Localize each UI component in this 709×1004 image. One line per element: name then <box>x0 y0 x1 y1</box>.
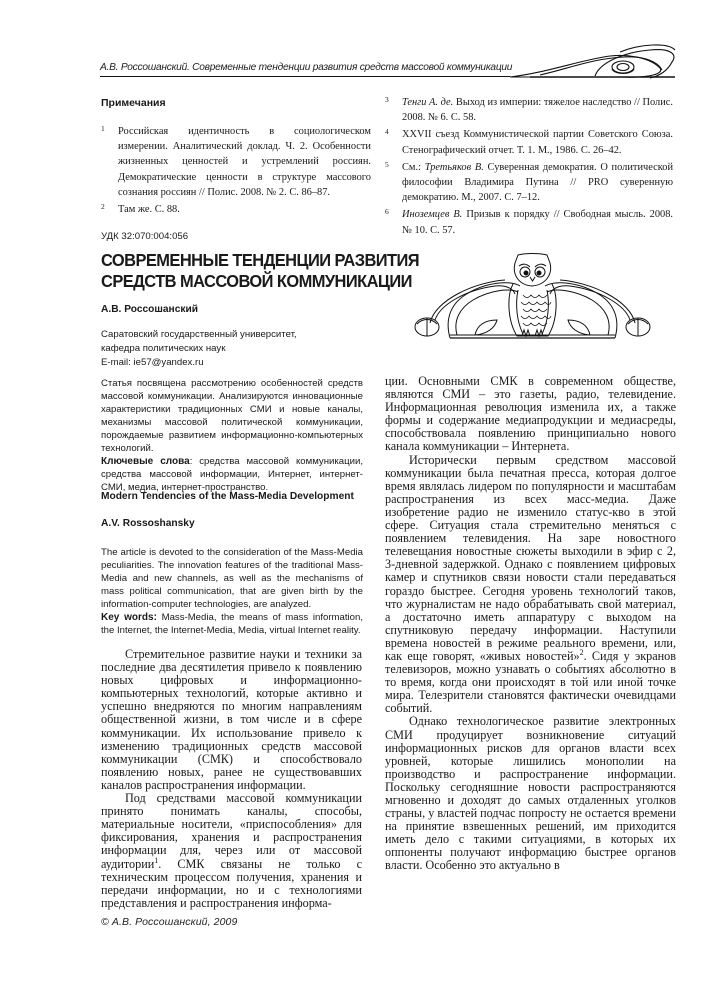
body-paragraph: Стремительное развитие науки и техники за последние два десятилетия привело к появлению новых цифровых и информационно-компьютерных технологий, которые активно и успешно внедряются по многим направлениям общественной жизни, в том числе и в сфере коммуникации. Их использование привело к изменению традиционных средств массовой коммуникации (СМК) и способствовало появлению новых, ранее не существовавших каналов распространения информации. <box>101 647 362 792</box>
keywords-ru: : средства массовой коммуникации, средства массовой информации, Интернет, интернет-СМИ, медиа, интернет-пространство. <box>101 456 363 493</box>
body-paragraph: Под средствами массовой коммуникации принято понимать каналы, способы, материальные носители, «приспособления» для фиксирования, хранения и распространения информации для, через или от массовой аудитории$^1$. СМК связаны не только с техническим процессом получения, хранения и передачи информации, но и с технологиями представления и распространения информа- <box>101 791 362 910</box>
affiliation-department: кафедра политических наук <box>101 343 226 354</box>
keywords-ru-label: Ключевые слова <box>101 456 190 467</box>
footnote-text: Выход из империи: тяжелое наследство // Полис. 2008. № 6. С. 58. <box>402 97 673 124</box>
footnote-text: Суверенная демократия. О политической философии Владимира Путина // PRO суверенную демократию. М., 2007. С. 7–12. <box>402 161 674 204</box>
footnote-text: Российская идентичность в социологическом измерении. Аналитический доклад. Ч. 2. Особенности жизненных ценностей и устремлений россиян. Демократические ценности в структуре массового сознания россиян // Полис. 2008. № 2. С. 86–87. <box>118 126 371 198</box>
body-paragraph: ции. Основными СМК в современном обществе, являются СМИ – это газеты, радио, телевидение. Информационная революция изменила их, а также формы и содержание медиапродукции и медиасреды, способствовала появлению принципиально нового канала коммуникации – Интернета. <box>385 374 676 454</box>
footnote-text: Там же. С. 88. <box>118 204 180 216</box>
footnote-1 <box>101 124 371 200</box>
notes-heading: Примечания <box>101 97 166 109</box>
article-title <box>101 250 420 292</box>
author-email[interactable]: E-mail: ie57@yandex.ru <box>101 357 204 368</box>
footnote-4 <box>385 127 673 157</box>
footnote-number: 5 <box>385 159 389 169</box>
article-title-line-1: СОВРЕМЕННЫЕ ТЕНДЕНЦИИ РАЗВИТИЯ <box>101 250 420 270</box>
footnote-5 <box>385 160 673 206</box>
footnote-number: 3 <box>385 95 389 104</box>
art-nouveau-ornament-icon <box>500 42 680 82</box>
footnote-text: XXVII съезд Коммунистической партии Советского Союза. Стенографический отчет. Т. 1. М., 1986. С. 26–42. <box>402 129 673 156</box>
footnote-prefix: См.: <box>402 161 425 173</box>
abstract-en <box>101 546 363 637</box>
footnote-6 <box>385 207 673 237</box>
owl-ornament-icon <box>405 250 660 345</box>
footnote-number: 1 <box>101 124 105 133</box>
footnote-2 <box>101 202 371 217</box>
body-column-left <box>101 648 362 910</box>
article-title-line-2: СРЕДСТВ МАССОВОЙ КОММУНИКАЦИИ <box>101 271 412 291</box>
footnote-number: 2 <box>101 202 105 212</box>
article-author: А.В. Россошанский <box>101 304 198 315</box>
abstract-en-text: The article is devoted to the consideration of the Mass-Media peculiarities. The innovation features of the traditional Mass-Media and new channels, as well as the mechanisms of mass political communication, that are given birth by the information-computer technologies, are analyzed. <box>101 547 363 610</box>
abstract-ru-text: Статья посвящена рассмотрению особенностей средств массовой коммуникации. Анализируются инновационные характеристики традиционных СМИ и новые каналы, механизмы массовой политической коммуникации, порождаемые развитием информационно-компьютерных технологий. <box>101 378 363 454</box>
keywords-en-label: Key words: <box>101 612 157 623</box>
footnote-ref[interactable]: 1 <box>154 855 159 865</box>
header-rule <box>100 76 510 77</box>
footnote-number: 6 <box>385 207 389 217</box>
affiliation-university: Саратовский государственный университет, <box>101 329 297 340</box>
abstract-ru <box>101 377 363 494</box>
footnote-author: Третьяков В. <box>424 161 484 173</box>
running-head: А.В. Россошанский. Современные тенденции развития средств массовой коммуникации <box>100 62 513 73</box>
english-author: A.V. Rossoshansky <box>101 518 195 529</box>
body-paragraph: Однако технологическое развитие электронных СМИ продуцирует возникновение ситуаций информационных рисков для органов власти всех уровней, которые лишились монополии на производство и распространение информации. Поскольку сегодняшние новости распространяются мгновенно и доходят до самых отдаленных уголков страны, у властей подчас попросту не остается времени на принятие взвешенных решений, им приходится иметь дело с такими ситуациями, в которых их оппоненты получают информацию быстрее органов власти. Особенно это актуально в <box>385 714 676 873</box>
copyright-notice: © А.В. Россошанский, 2009 <box>101 916 238 928</box>
footnote-number: 4 <box>385 127 389 137</box>
footnote-ref[interactable]: 2 <box>579 647 584 657</box>
notes-column-left <box>101 124 371 219</box>
body-paragraph: Исторически первым средством массовой коммуникации была печатная пресса, которая долгое время являлась лидером по популярности и масштабам распространения из всех масс-медиа. Даже изобретение радио не изменило статус-кво в этой сфере. Ситуация стала стремительно меняться с появлением телевидения. На заре новостного телевещания новостные сюжеты выходили в эфир с 2, 3-дневной задержкой. Однако с появлением цифровых камер и спутников связи новости стали передаваться гораздо быстрее. Сегодня уровень технологий таков, что журналистам не надо обрабатывать свой материал, а достаточно иметь аппаратуру с выходом на спутниковую передачу информации. Наступили времена новостей в режиме реального времени, или, как еще говорят, «живых новостей»$^2$. Сидя у экранов телевизоров, можно узнавать о событиях абсолютно в то время, когда они происходят в той или иной точке мира. Телезрители становятся фактически очевидцами событий. <box>385 452 677 716</box>
footnote-text: Призыв к порядку // Свободная мысль. 2008. № 10. С. 57. <box>402 209 673 236</box>
notes-column-right <box>385 95 673 240</box>
body-column-right <box>385 375 676 873</box>
keywords-en: Mass-Media, the means of mass information, the Internet, the Internet-Media, Media, virtual Internet reality. <box>101 612 363 636</box>
english-title: Modern Tendencies of the Mass-Media Development <box>101 491 354 502</box>
footnote-author: Иноземцев В. <box>402 209 463 221</box>
footnote-3 <box>385 95 673 125</box>
footnote-author: Тенги А. де. <box>402 97 454 108</box>
author-affiliation <box>101 328 297 370</box>
udk-code: УДК 32:070:004:056 <box>101 231 189 242</box>
